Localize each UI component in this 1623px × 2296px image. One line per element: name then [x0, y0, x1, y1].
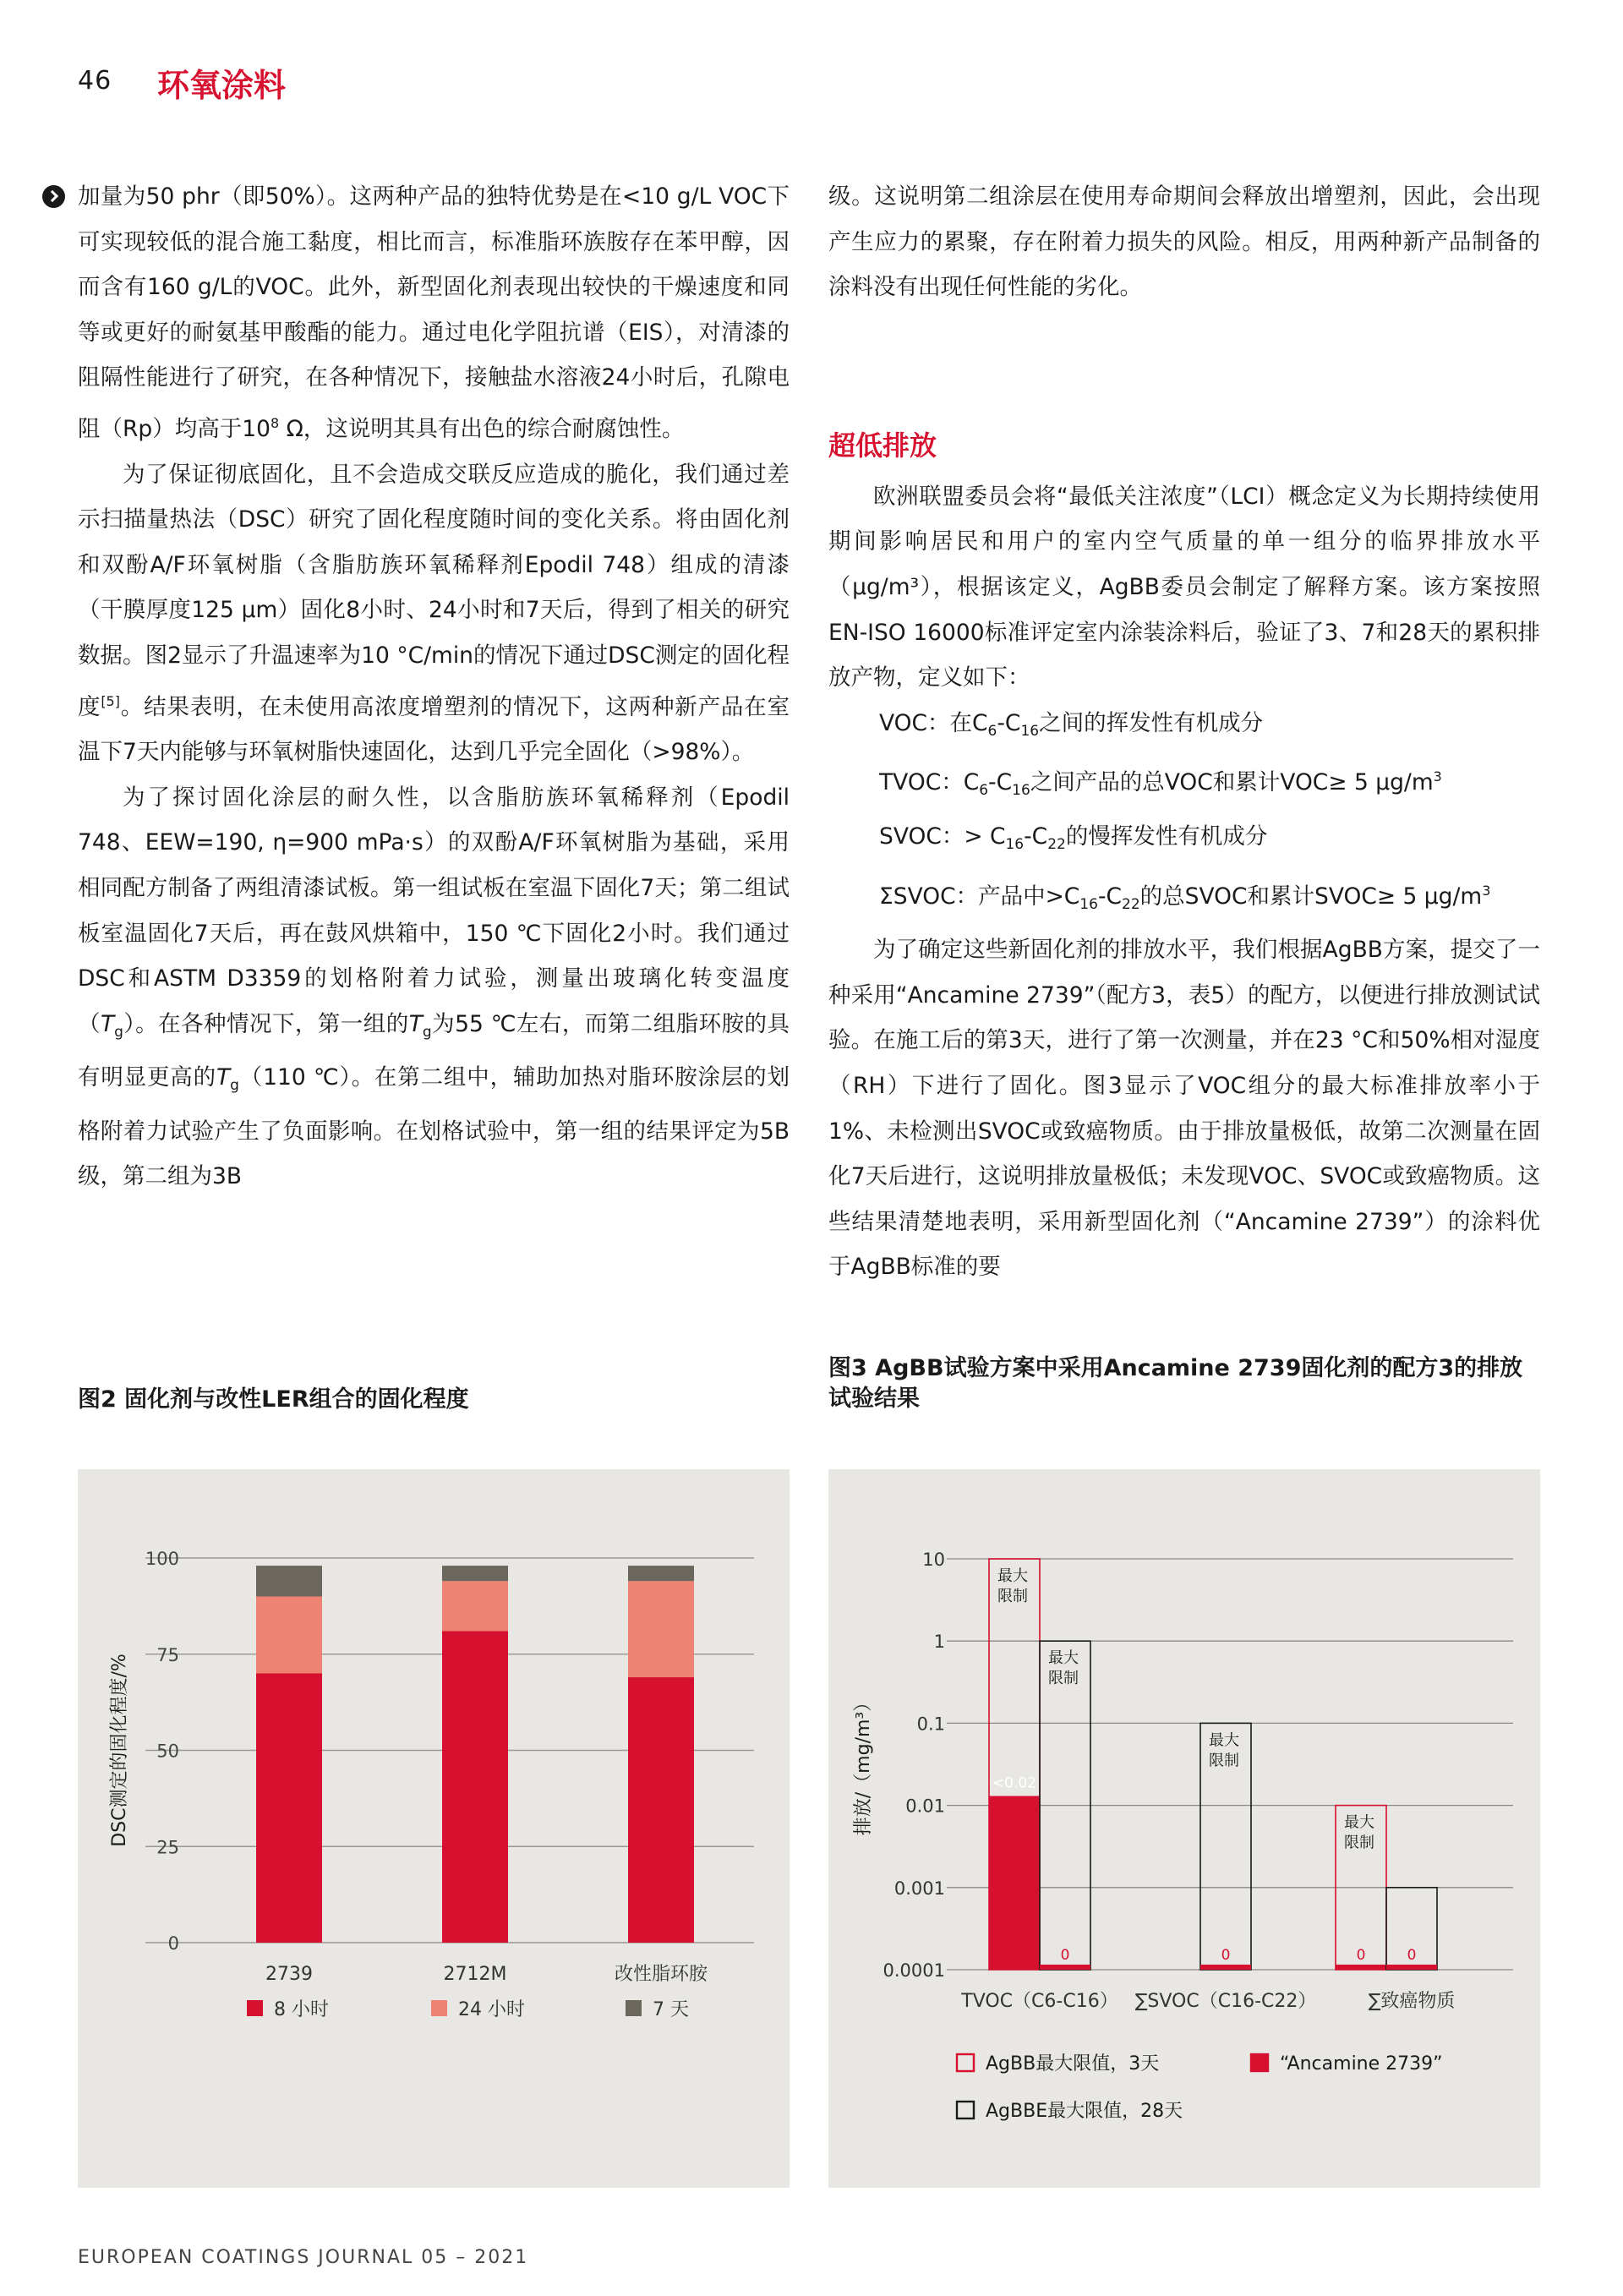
x-tick-label: ∑SVOC（C16-C22）: [1134, 1991, 1317, 2012]
bar-segment: [628, 1677, 694, 1943]
measured-bar: [989, 1796, 1040, 1970]
limit-bar-label: 限制: [1048, 1670, 1079, 1688]
measured-bar-label: 0: [1356, 1947, 1366, 1964]
limit-bar-label: 限制: [997, 1588, 1028, 1605]
legend-swatch: [626, 2000, 642, 2016]
legend-label: AgBBE最大限值，28天: [986, 2101, 1183, 2122]
legend-label: 8 小时: [274, 1999, 329, 2020]
figure-3-chart: [828, 1469, 1540, 2188]
y-tick-label: 0.001: [893, 1878, 945, 1899]
definition-voc: VOC：在$C_6-C_{16}$之间的挥发性有机成分: [879, 709, 1264, 740]
y-tick-label: 10: [922, 1550, 945, 1570]
legend-label: 24 小时: [458, 1999, 525, 2020]
legend-label: 7 天: [653, 1999, 689, 2020]
y-tick-label: 0.01: [905, 1796, 945, 1817]
legend-swatch: [957, 2054, 974, 2071]
x-tick-label: TVOC（C6-C16）: [961, 1991, 1118, 2012]
body-paragraph: 加量为50 phr（即50%）。这两种产品的独特优势是在<10 g/L VOC下可实现较低的混合施工黏度，相比而言，标准脂环族胺存在苯甲醇，因而含有160 g/L的VOC。此外，新型固化剂表现出较快的干燥速度和同等或更好的耐氨基甲酸酯的能力。通过电化学阻抗谱（EIS），对清漆的阻隔性能进行了研究，在各种情况下，接触盐水溶液24小时后，孔隙电阻（Rp）均高于$10^8$ Ω，这说明其具有出色的综合耐腐蚀性。: [78, 183, 790, 442]
right-column: [828, 174, 1540, 1290]
body-paragraph: 为了确定这些新固化剂的排放水平，我们根据AgBB方案，提交了一种采用“Ancamine 2739”（配方3，表5）的配方，以便进行排放测试试验。在施工后的第3天，进行了第一次测量，并在23 °C和50%相对湿度（RH）下进行了固化。图3显示了VOC组分的最大标准排放率小于1%、未检测出SVOC或致癌物质。由于排放量极低，故第二次测量在固化7天后进行，这说明排放量极低；未发现VOC、SVOC或致癌物质。这些结果清楚地表明，采用新型固化剂（“Ancamine 2739”）的涂料优于AgBB标准的要: [828, 937, 1540, 1281]
bar-segment: [442, 1631, 508, 1943]
legend-label: AgBB最大限值，3天: [986, 2053, 1160, 2075]
figure-2-chart: [78, 1469, 790, 2188]
x-tick-label: 2712M: [443, 1964, 507, 1985]
limit-bar-label: 最大: [1344, 1813, 1374, 1832]
journal-footer: EUROPEAN COATINGS JOURNAL 05 – 2021: [78, 2247, 529, 2268]
figure-3-caption: 图3 AgBB试验方案中采用Ancamine 2739固化剂的配方3的排放试验结果: [828, 1355, 1523, 1412]
legend-swatch: [247, 2000, 263, 2016]
measured-bar-label: 0: [1060, 1947, 1070, 1964]
measured-bar: [1200, 1965, 1251, 1970]
bar-segment: [628, 1581, 694, 1677]
body-paragraph: 为了探讨固化涂层的耐久性，以含脂肪族环氧稀释剂（Epodil 748、EEW=190, η=900 mPa·s）的双酚A/F环氧树脂为基础，采用相同配方制备了两组清漆试板。第一组试板在室温下固化7天；第二组试板室温固化7天后，再在鼓风烘箱中，150 ℃下固化2小时。我们通过DSC和ASTM D3359的划格附着力试验，测量出玻璃化转变温度$(T_g)$。在各种情况下，第一组的$T_g$为55 ℃左右，而第二组脂环胺的具有明显更高的$T_g(110$ ℃）。在第二组中，辅助加热对脂环胺涂层的划格附着力试验产生了负面影响。在划格试验中，第一组的结果评定为5B级，第二组为3B: [78, 784, 790, 1190]
bar-segment: [256, 1674, 322, 1943]
bar-segment: [256, 1566, 322, 1596]
body-paragraph: 欧洲联盟委员会将“最低关注浓度”（LCI）概念定义为长期持续使用期间影响居民和用户的室内空气质量的单一组分的临界排放水平（μg/m³），根据该定义，AgBB委员会制定了解释方案。该方案按照EN-ISO 16000标准评定室内涂装涂料后，验证了3、7和28天的累积排放产物，定义如下：: [828, 483, 1540, 692]
bar-segment: [256, 1597, 322, 1674]
y-tick-label: 100: [145, 1549, 179, 1569]
page-number: 46: [78, 66, 112, 96]
definition-tvoc: TVOC：$C_6-C_{16}$之间产品的总VOC和累计VOC≥ 5 $\mu g/m^3$: [879, 768, 1442, 800]
stacked-bar-chart: [78, 1469, 790, 2188]
legend-swatch: [957, 2102, 974, 2118]
y-tick-label: 0: [167, 1933, 179, 1954]
y-tick-label: 50: [156, 1741, 179, 1762]
bar-segment: [442, 1581, 508, 1631]
limit-bar-label: 最大: [1209, 1731, 1239, 1750]
legend-label: “Ancamine 2739”: [1280, 2053, 1443, 2075]
measured-bar: [1386, 1965, 1437, 1970]
x-tick-label: 改性脂环胺: [614, 1964, 708, 1985]
x-tick-label: 2739: [265, 1964, 313, 1985]
measured-bar: [1336, 1965, 1386, 1970]
definition-sum-svoc: ΣSVOC：产品中$>C_{16}-C_{22}$的总SVOC和累计SVOC≥ 5 $\mu g/m^3$: [879, 882, 1491, 913]
limit-bar-label: 限制: [1209, 1752, 1239, 1770]
legend-swatch: [1251, 2054, 1268, 2071]
measured-bar-label: 0: [1407, 1947, 1417, 1964]
left-column: [78, 174, 790, 1200]
x-tick-label: ∑致癌物质: [1368, 1991, 1456, 2012]
measured-bar: [1040, 1965, 1090, 1970]
y-tick-label: 0.1: [916, 1714, 945, 1735]
continuation-arrow-icon: [42, 185, 65, 208]
log-bar-chart: [828, 1469, 1540, 2188]
y-tick-label: 25: [156, 1837, 179, 1858]
measured-bar-label: <0.02: [992, 1774, 1037, 1792]
y-axis-label: DSC测定的固化程度/%: [109, 1654, 130, 1847]
limit-bar-label: 限制: [1344, 1834, 1374, 1852]
legend-swatch: [431, 2000, 447, 2016]
bar-segment: [442, 1566, 508, 1581]
definition-svoc: SVOC：> $C_{16}-C_{22}$的慢挥发性有机成分: [879, 823, 1268, 853]
measured-bar-label: 0: [1221, 1947, 1231, 1964]
limit-bar-label: 最大: [997, 1567, 1028, 1585]
running-title: 环氧涂料: [157, 67, 287, 104]
body-paragraph: 级。这说明第二组涂层在使用寿命期间会释放出增塑剂，因此，会出现产生应力的累聚，存在附着力损失的风险。相反，用两种新产品制备的涂料没有出现任何性能的劣化。: [828, 183, 1540, 301]
y-axis-label: 排放/（mg/m³）: [853, 1692, 874, 1836]
bar-segment: [628, 1566, 694, 1581]
y-tick-label: 75: [156, 1644, 179, 1665]
section-heading: 超低排放: [828, 429, 937, 462]
body-paragraph: 为了保证彻底固化，且不会造成交联反应造成的脆化，我们通过差示扫描量热法（DSC）研究了固化程度随时间的变化关系。将由固化剂和双酚A/F环氧树脂（含脂肪族环氧稀释剂Epodil 748）组成的清漆（干膜厚度125 μm）固化8小时、24小时和7天后，得到了相关的研究数据。图2显示了升温速率为10 °C/min的情况下通过DSC测定的固化程度[5]。结果表明，在未使用高浓度增塑剂的情况下，这两种新产品在室温下7天内能够与环氧树脂快速固化，达到几乎完全固化（>98%）。: [78, 461, 790, 766]
y-tick-label: 1: [933, 1632, 945, 1653]
figure-2-caption: 图2 固化剂与改性LER组合的固化程度: [78, 1386, 469, 1413]
y-tick-label: 0.0001: [883, 1960, 945, 1981]
limit-bar-label: 最大: [1048, 1649, 1079, 1668]
